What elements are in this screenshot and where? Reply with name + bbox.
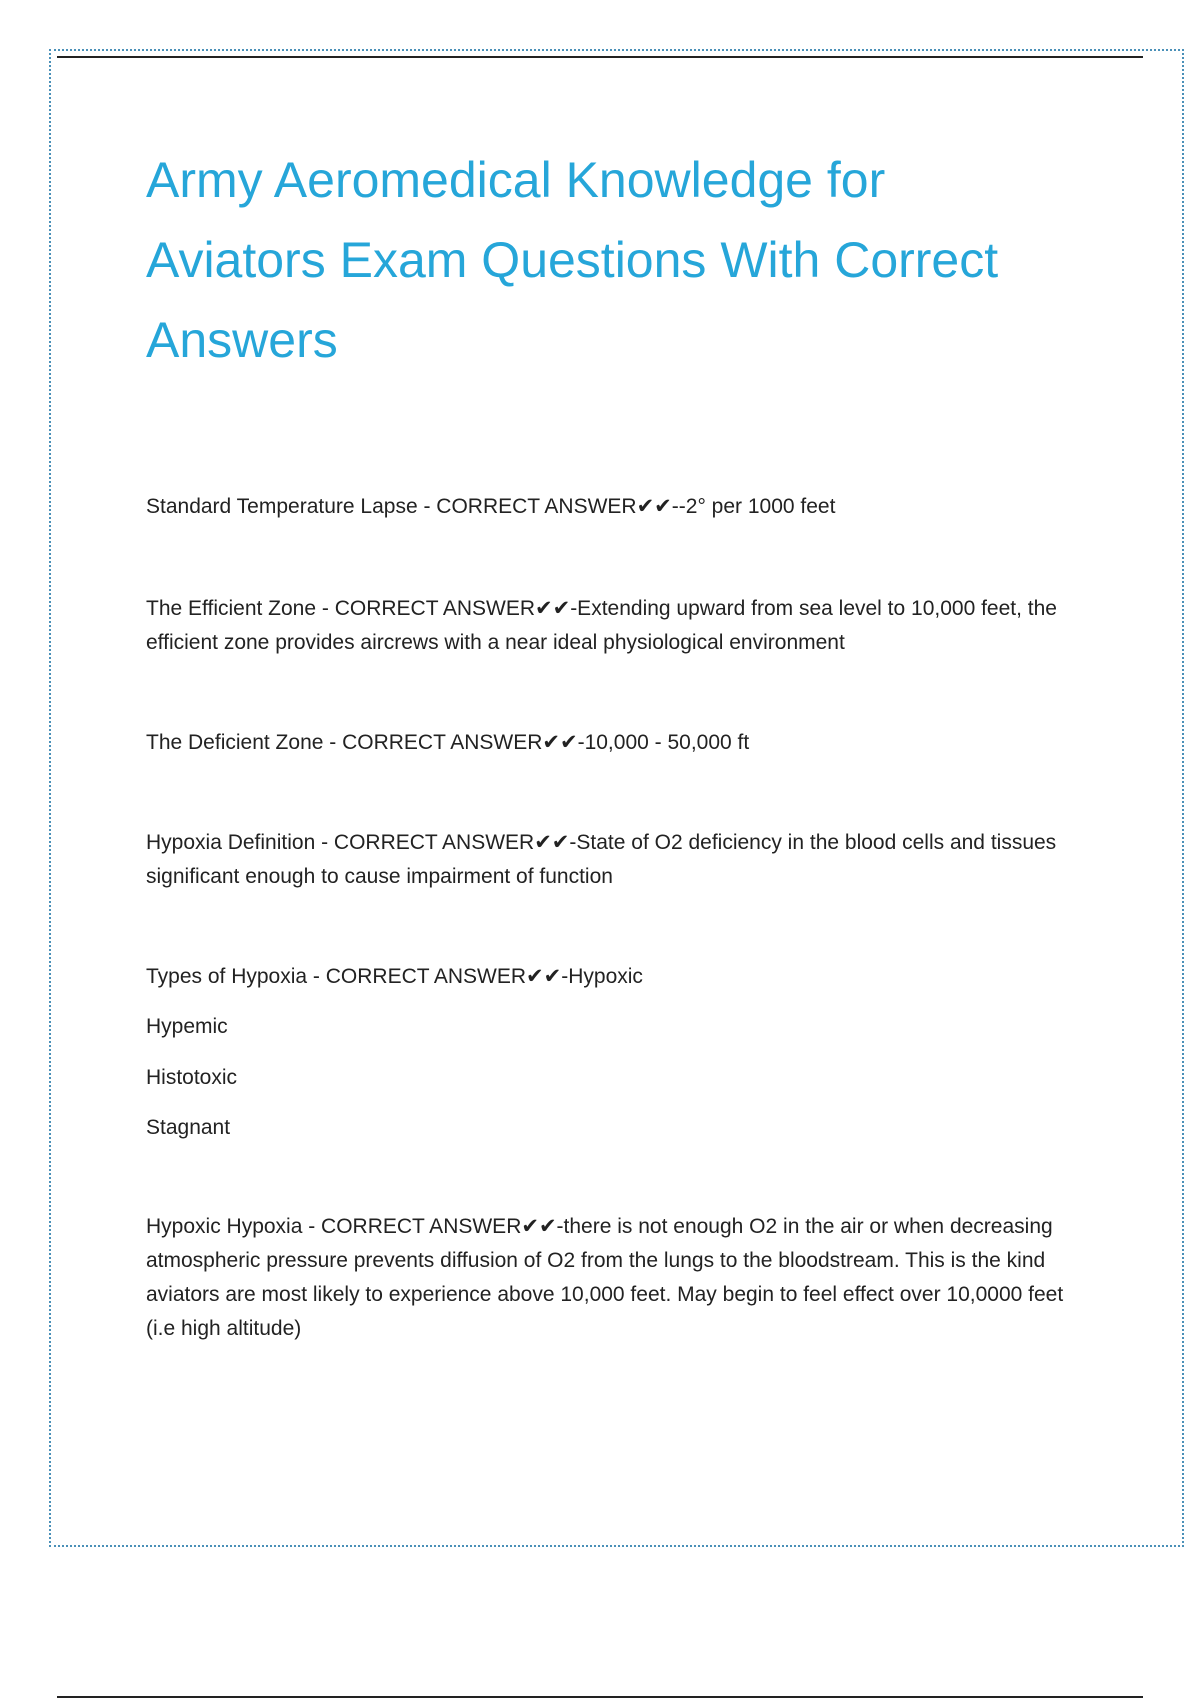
qa-entry-deficient-zone: The Deficient Zone - CORRECT ANSWER✔✔-10,000 - 50,000 ft	[146, 731, 750, 754]
qa-entry-hypoxic-hypoxia: Hypoxic Hypoxia - CORRECT ANSWER✔✔-there is not enough O2 in the air or when decreasing atmospheric pressure prevents diffusion of O2 from the lungs to the bloodstream. This is the kind aviators are most likely to experience above 10,000 feet. May begin to feel effect over 10,0000 feet (i.e high altitude)	[146, 1215, 1064, 1340]
qa-entry-types-of-hypoxia: Types of Hypoxia - CORRECT ANSWER✔✔-Hypoxic	[146, 965, 643, 988]
top-rule	[57, 56, 1143, 58]
bottom-rule	[57, 1696, 1143, 1698]
qa-entry-type-histotoxic: Histotoxic	[146, 1066, 238, 1089]
qa-entry-type-stagnant: Stagnant	[146, 1116, 231, 1139]
qa-entry-temperature-lapse: Standard Temperature Lapse - CORRECT ANSWER✔✔--2° per 1000 feet	[146, 495, 836, 518]
document-title: Army Aeromedical Knowledge for Aviators Exam Questions With Correct Answers	[146, 152, 999, 368]
qa-entry-efficient-zone: The Efficient Zone - CORRECT ANSWER✔✔-Extending upward from sea level to 10,000 feet, the efficient zone provides aircrews with a near ideal physiological environment	[146, 597, 1057, 654]
qa-entry-type-hypemic: Hypemic	[146, 1015, 228, 1038]
qa-entry-hypoxia-definition: Hypoxia Definition - CORRECT ANSWER✔✔-State of O2 deficiency in the blood cells and tissues significant enough to cause impairment of function	[146, 831, 1057, 888]
